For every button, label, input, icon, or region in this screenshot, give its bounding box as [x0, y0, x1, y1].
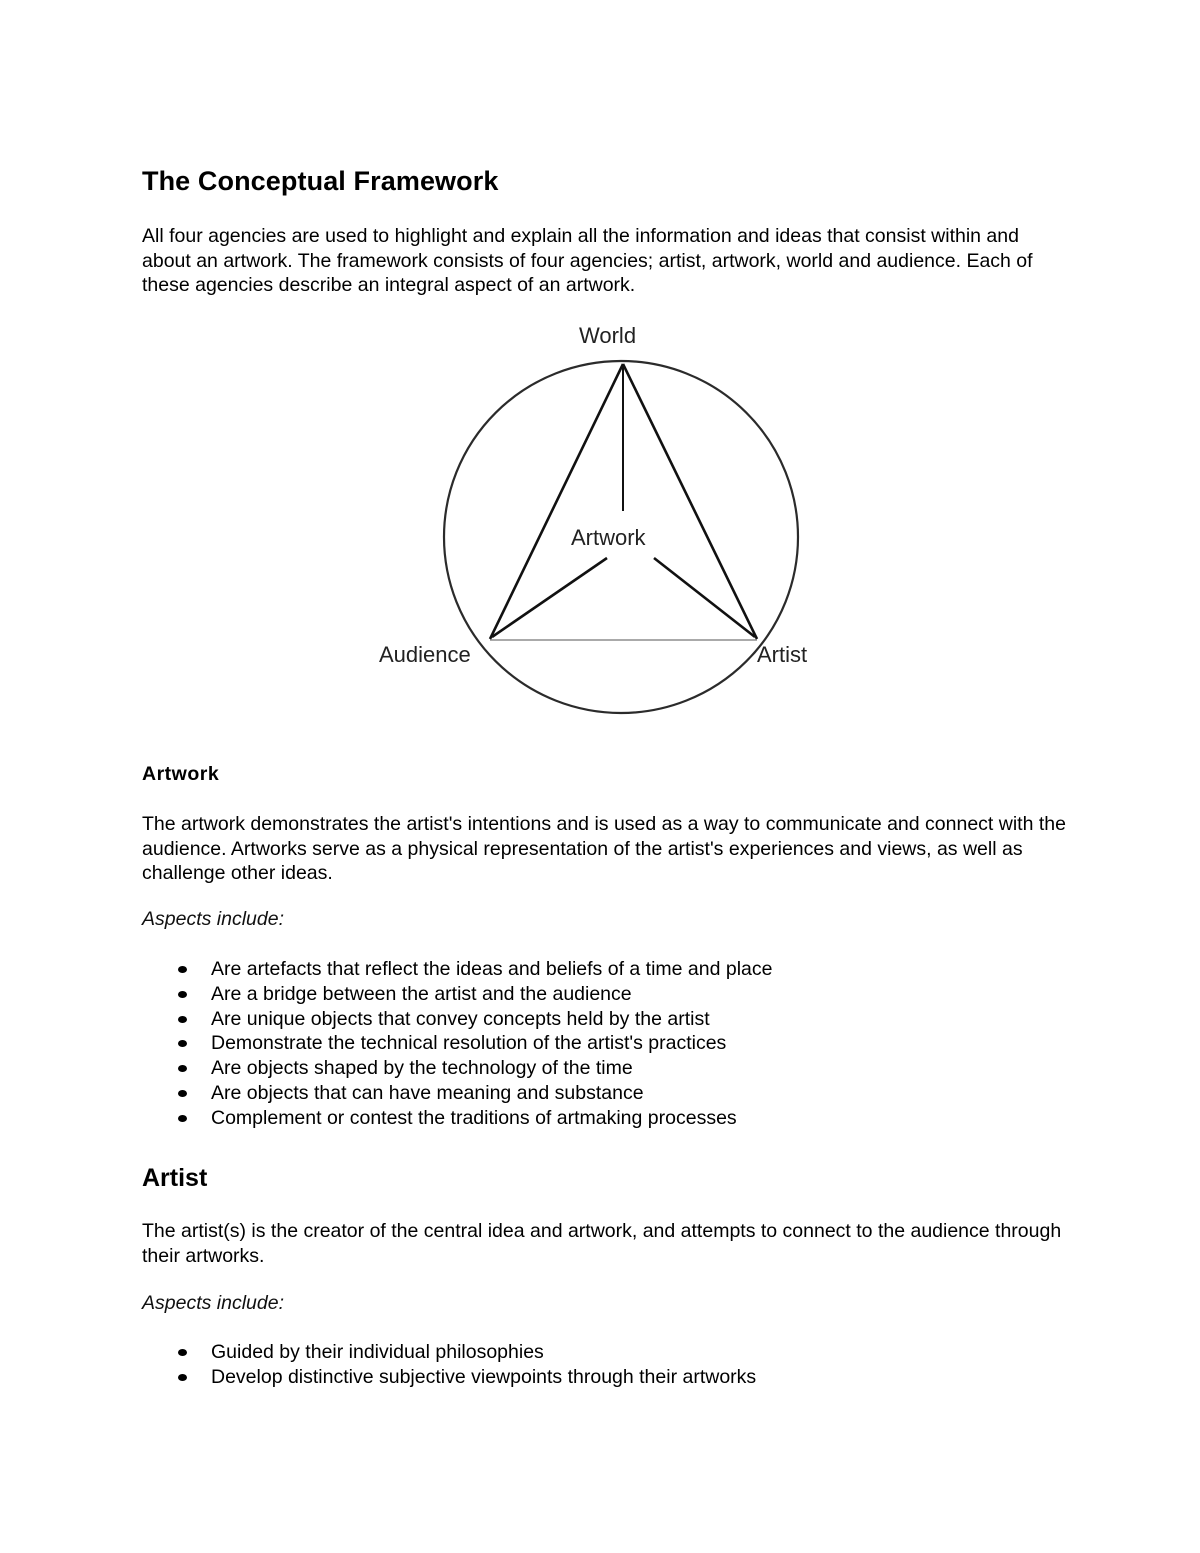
- bullet-icon: [178, 991, 187, 998]
- bullet-icon: [178, 1349, 187, 1356]
- artist-heading: Artist: [142, 1164, 208, 1192]
- list-item: Guided by their individual philosophies: [0, 1340, 756, 1365]
- list-item: Develop distinctive subjective viewpoints through their artworks: [0, 1365, 756, 1390]
- list-item: Are objects shaped by the technology of the time: [0, 1056, 773, 1081]
- artist-aspects-list: [0, 1340, 756, 1390]
- edge-world-audience: [490, 364, 623, 639]
- diagram-label-artist: Artist: [757, 642, 808, 667]
- artwork-aspects-list: [0, 957, 773, 1131]
- list-item: Are a bridge between the artist and the audience: [0, 982, 773, 1007]
- list-item: Complement or contest the traditions of artmaking processes: [0, 1106, 773, 1131]
- artist-description: The artist(s) is the creator of the central idea and artwork, and attempts to connect to the audience through their artworks.: [142, 1220, 1062, 1267]
- artwork-aspects-label: Aspects include:: [142, 908, 284, 930]
- bullet-icon: [178, 966, 187, 973]
- list-item: Are objects that can have meaning and substance: [0, 1081, 773, 1106]
- list-item: Are unique objects that convey concepts held by the artist: [0, 1007, 773, 1032]
- artwork-description: The artwork demonstrates the artist's intentions and is used as a way to communicate and connect with the audience. Artworks serve as a physical representation of the artist's experiences and views, as well as challenge other ideas.: [142, 813, 1066, 885]
- bullet-icon: [178, 1040, 187, 1047]
- diagram-label-audience: Audience: [379, 642, 471, 667]
- bullet-icon: [178, 1374, 187, 1381]
- page-title: The Conceptual Framework: [142, 166, 499, 196]
- bullet-icon: [178, 1115, 187, 1122]
- artist-aspects-label: Aspects include:: [142, 1292, 284, 1314]
- list-item: Are artefacts that reflect the ideas and beliefs of a time and place: [0, 957, 773, 982]
- diagram-label-world: World: [579, 323, 637, 348]
- artwork-heading: Artwork: [142, 763, 220, 785]
- bullet-icon: [178, 1016, 187, 1023]
- intro-paragraph: All four agencies are used to highlight and explain all the information and ideas that consist within and about an artwork. The framework consists of four agencies; artist, artwork, world and audience. Each of these agencies describe an integral aspect of an artwork.: [142, 225, 1033, 297]
- list-item: Demonstrate the technical resolution of the artist's practices: [0, 1031, 773, 1056]
- diagram-label-artwork: Artwork: [571, 525, 646, 550]
- edge-artwork-artist: [654, 558, 755, 637]
- bullet-icon: [178, 1090, 187, 1097]
- bullet-icon: [178, 1065, 187, 1072]
